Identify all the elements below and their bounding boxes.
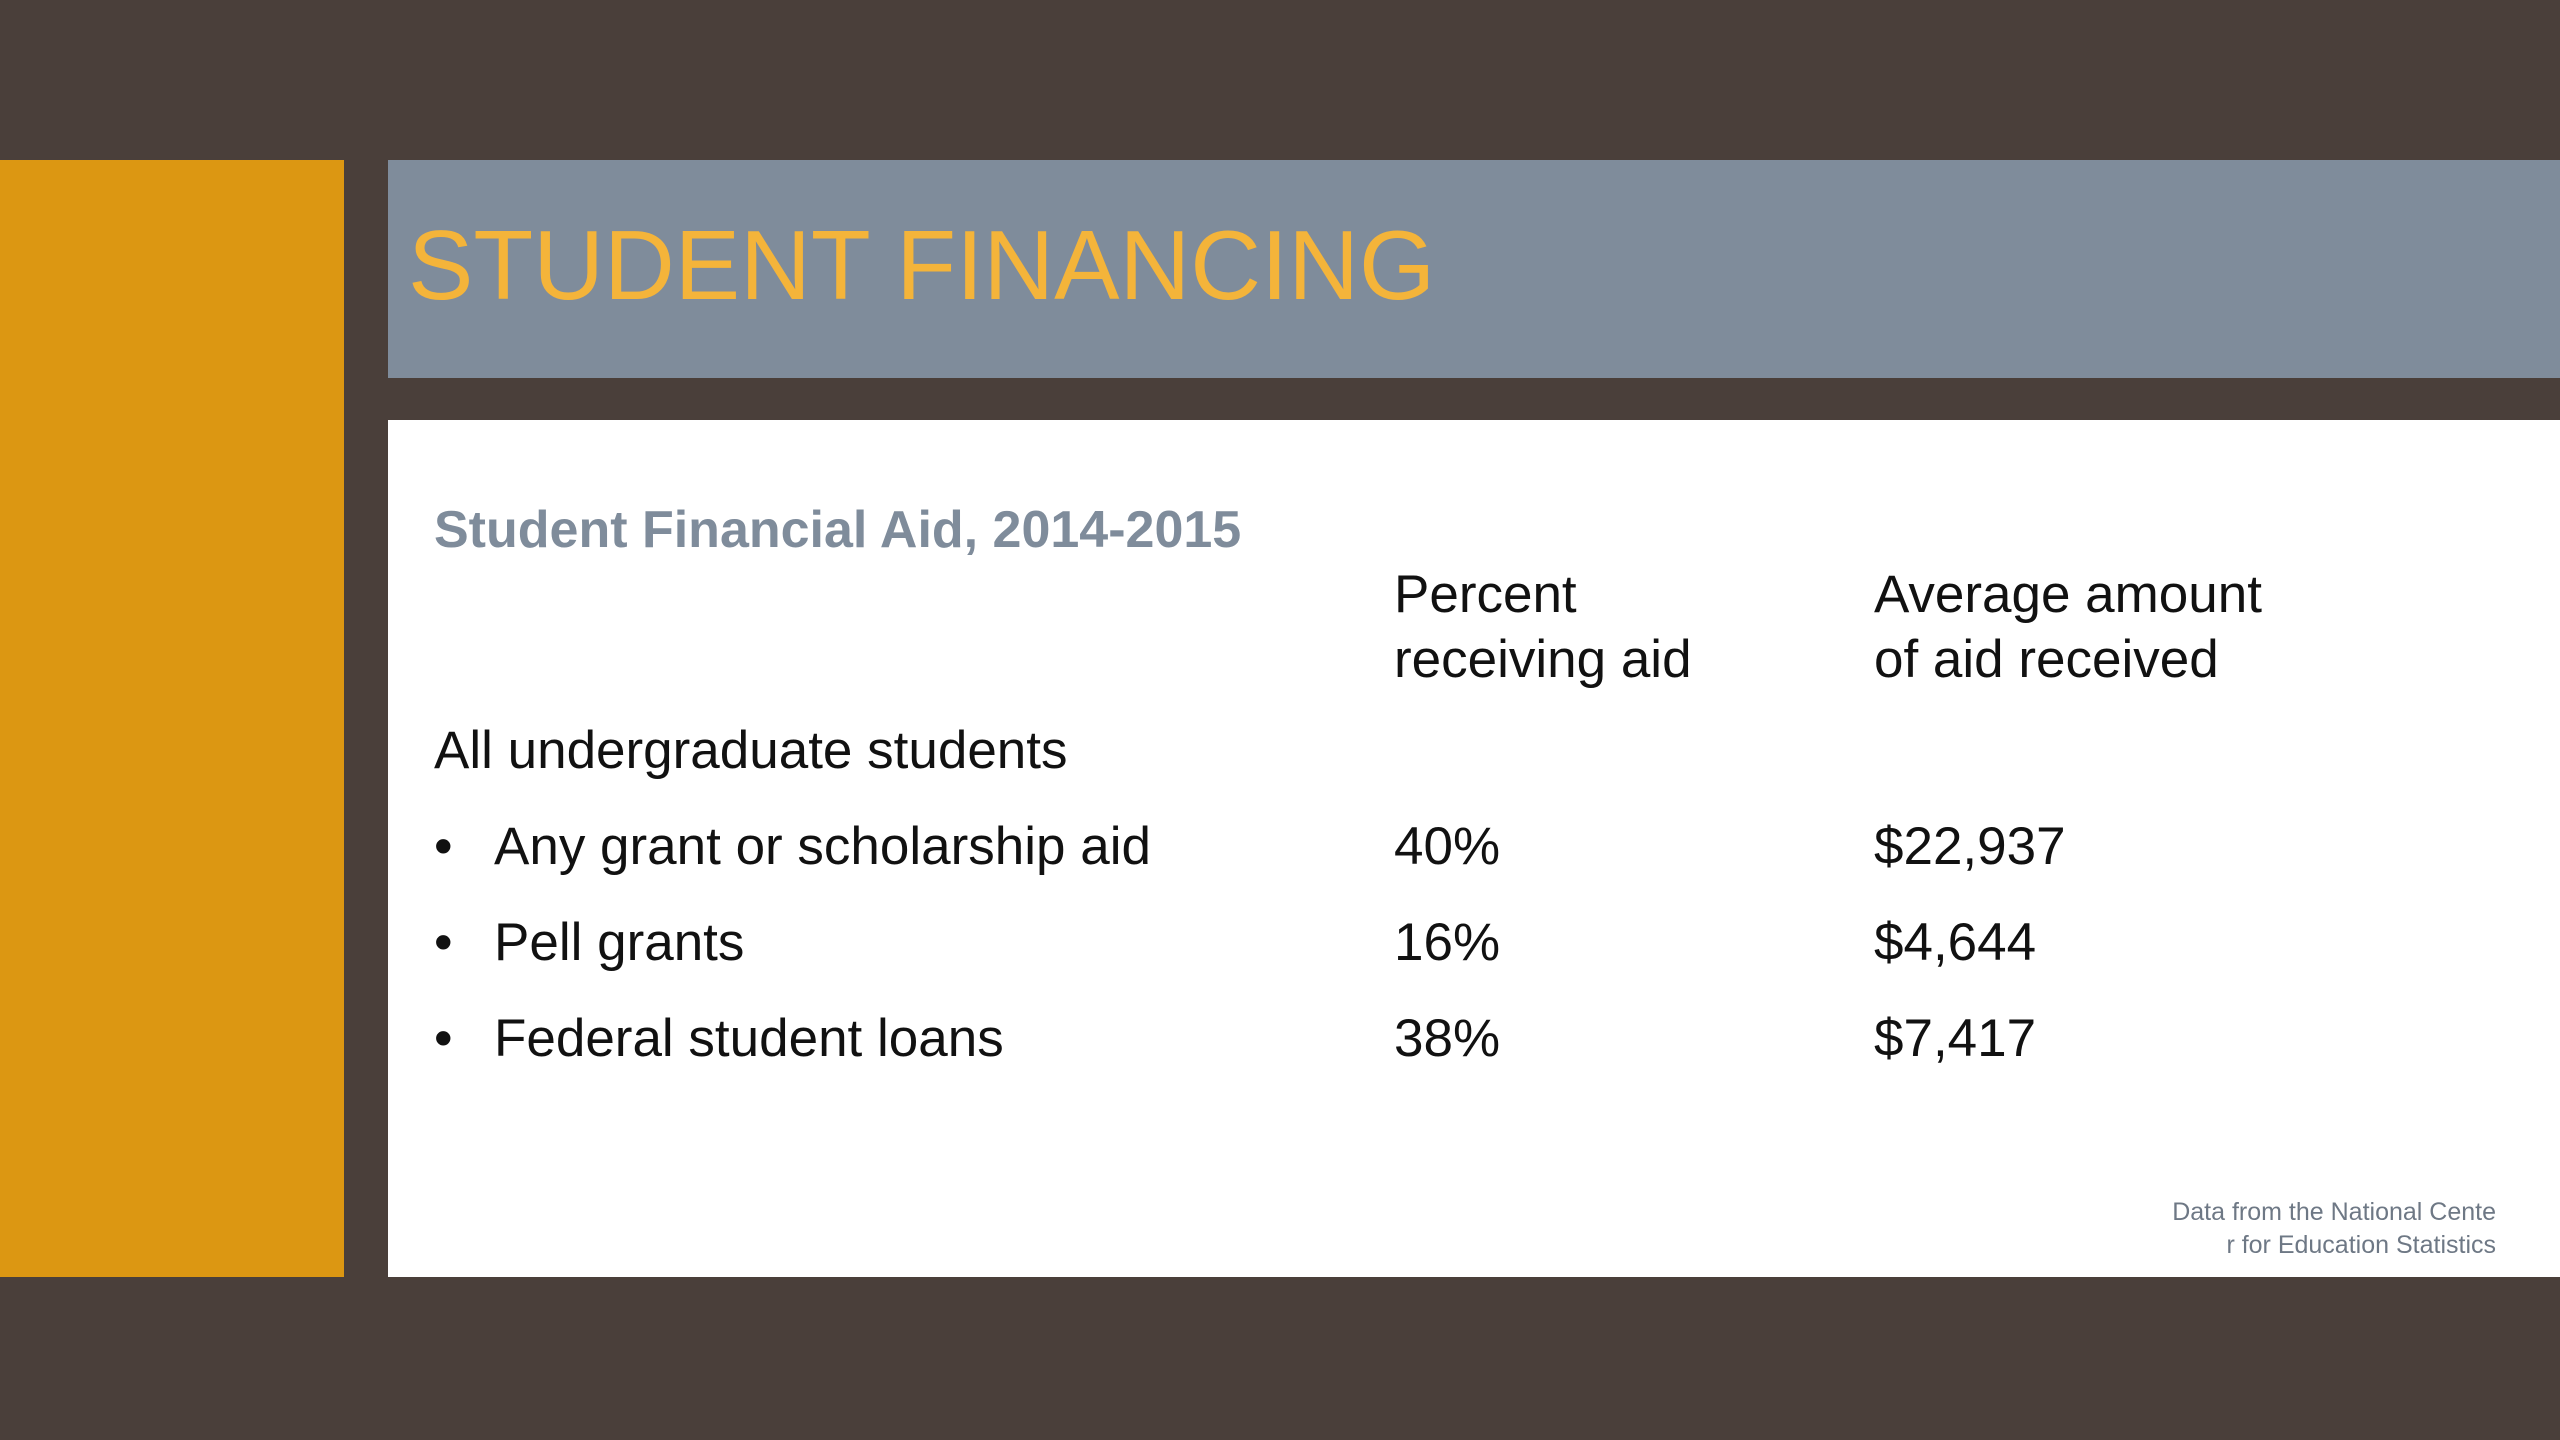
bullet: • — [434, 817, 453, 876]
row-percent: 40% — [1394, 817, 1501, 876]
accent-bar — [0, 160, 344, 1277]
column-header-percent-line-2: receiving aid — [1394, 630, 1692, 689]
row-amount: $4,644 — [1874, 913, 2037, 972]
source-note — [2076, 1196, 2496, 1262]
table-row — [388, 1008, 2560, 1078]
row-label: Federal student loans — [494, 1009, 1004, 1068]
bullet: • — [434, 913, 453, 972]
column-header-amount-line-1: Average amount — [1874, 565, 2262, 624]
row-percent: 38% — [1394, 1009, 1501, 1068]
row-percent: 16% — [1394, 913, 1501, 972]
table-heading: Student Financial Aid, 2014-2015 — [434, 501, 1242, 559]
column-header-percent-line-1: Percent — [1394, 565, 1577, 624]
column-header-percent — [1394, 562, 1692, 692]
row-amount: $22,937 — [1874, 817, 2066, 876]
bullet: • — [434, 1009, 453, 1068]
slide-title: STUDENT FINANCING — [408, 210, 1436, 320]
group-label: All undergraduate students — [434, 721, 1068, 780]
source-note-line-2: r for Education Statistics — [2226, 1231, 2496, 1259]
row-amount: $7,417 — [1874, 1009, 2037, 1068]
column-header-amount — [1874, 562, 2262, 692]
table-row — [388, 912, 2560, 982]
table-row — [388, 816, 2560, 886]
row-label: Any grant or scholarship aid — [494, 817, 1151, 876]
content-panel — [388, 420, 2560, 1277]
row-label: Pell grants — [494, 913, 745, 972]
title-band — [388, 160, 2560, 378]
column-header-amount-line-2: of aid received — [1874, 630, 2219, 689]
source-note-line-1: Data from the National Cente — [2172, 1198, 2496, 1226]
